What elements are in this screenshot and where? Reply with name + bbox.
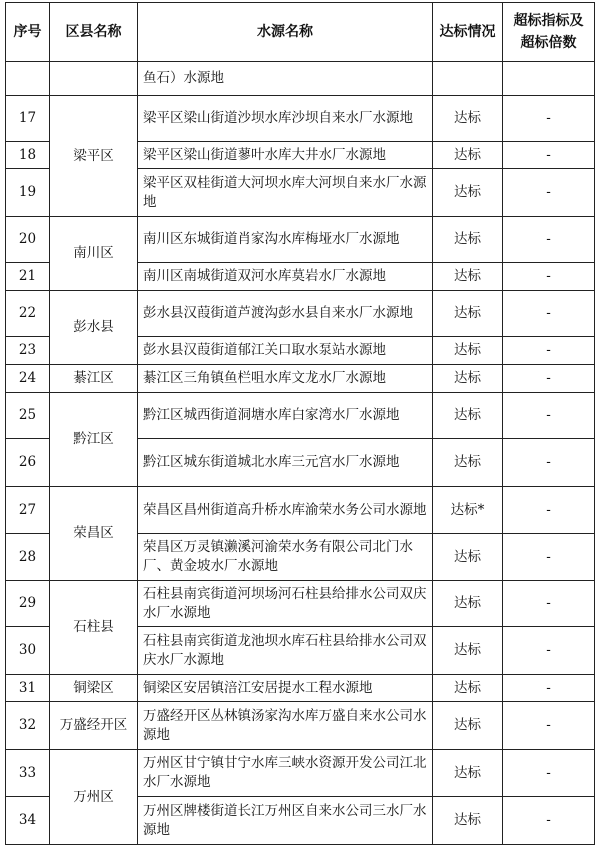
- cell-source: 梁平区梁山街道沙坝水库沙坝自来水厂水源地: [138, 96, 433, 142]
- cell-status: 达标: [433, 96, 503, 142]
- cell-status: 达标: [433, 291, 503, 337]
- cell-source: 石柱县南宾街道河坝场河石柱县给排水公司双庆水厂水源地: [138, 581, 433, 627]
- cell-status: 达标: [433, 581, 503, 627]
- cell-exceed: -: [503, 487, 595, 534]
- cell-exceed: -: [503, 217, 595, 263]
- cell-status: 达标: [433, 169, 503, 217]
- cell-source: 黔江区城西街道洞塘水库白家湾水厂水源地: [138, 393, 433, 439]
- header-exceed: 超标指标及超标倍数: [503, 3, 595, 62]
- table-row: [6, 581, 595, 627]
- cell-exceed: -: [503, 581, 595, 627]
- header-num: 序号: [6, 3, 50, 62]
- cell-source: 万州区牌楼街道长江万州区自来水公司三水厂水源地: [138, 797, 433, 845]
- cell-source: 黔江区城东街道城北水库三元宫水厂水源地: [138, 439, 433, 487]
- cell-exceed: -: [503, 627, 595, 675]
- cell-exceed: -: [503, 142, 595, 169]
- cell-num: 17: [6, 96, 50, 142]
- cell-status: 达标: [433, 797, 503, 845]
- cell-num: 28: [6, 534, 50, 581]
- cell-exceed: -: [503, 439, 595, 487]
- cell-district: 万州区: [50, 750, 138, 845]
- cell-source: 万州区甘宁镇甘宁水库三峡水资源开发公司江北水厂水源地: [138, 750, 433, 797]
- cell-exceed: -: [503, 365, 595, 393]
- cell-district: 南川区: [50, 217, 138, 291]
- cell-num: 22: [6, 291, 50, 337]
- cell-exceed: -: [503, 534, 595, 581]
- cell-status: 达标: [433, 675, 503, 702]
- cell-num: 31: [6, 675, 50, 702]
- cell-num: 26: [6, 439, 50, 487]
- cell-source: 荣昌区昌州街道高升桥水库渝荣水务公司水源地: [138, 487, 433, 534]
- cell-exceed: -: [503, 702, 595, 750]
- cell-status: 达标: [433, 750, 503, 797]
- cell-exceed: -: [503, 169, 595, 217]
- cell-district: 荣昌区: [50, 487, 138, 581]
- cell-status: 达标: [433, 439, 503, 487]
- cell-exceed: -: [503, 750, 595, 797]
- cell-exceed: -: [503, 263, 595, 291]
- cell-source: 铜梁区安居镇涪江安居提水工程水源地: [138, 675, 433, 702]
- water-source-table: [5, 2, 595, 845]
- cell-num: 34: [6, 797, 50, 845]
- cell-num: 32: [6, 702, 50, 750]
- cell-num: 19: [6, 169, 50, 217]
- cell-exceed: -: [503, 96, 595, 142]
- cell-district: 彭水县: [50, 291, 138, 365]
- cell-num: 23: [6, 337, 50, 365]
- cell-district: 石柱县: [50, 581, 138, 675]
- table-row: [6, 702, 595, 750]
- header-row: [6, 3, 595, 62]
- cell-status: 达标: [433, 337, 503, 365]
- table-row-continued: [6, 62, 595, 96]
- cell-exceed: -: [503, 337, 595, 365]
- cell-status: 达标: [433, 627, 503, 675]
- table-row: [6, 96, 595, 142]
- table-row: [6, 365, 595, 393]
- cell-exceed: [503, 62, 595, 96]
- table-row: [6, 487, 595, 534]
- cell-status: 达标*: [433, 487, 503, 534]
- cell-status: [433, 62, 503, 96]
- cell-exceed: -: [503, 291, 595, 337]
- cell-status: 达标: [433, 263, 503, 291]
- cell-source: 石柱县南宾街道龙池坝水库石柱县给排水公司双庆水厂水源地: [138, 627, 433, 675]
- cell-status: 达标: [433, 534, 503, 581]
- cell-num: [6, 62, 50, 96]
- cell-exceed: -: [503, 393, 595, 439]
- cell-num: 20: [6, 217, 50, 263]
- cell-status: 达标: [433, 393, 503, 439]
- cell-source: 梁平区梁山街道蓼叶水库大井水厂水源地: [138, 142, 433, 169]
- cell-num: 29: [6, 581, 50, 627]
- cell-source: 梁平区双桂街道大河坝水库大河坝自来水厂水源地: [138, 169, 433, 217]
- cell-source: 鱼石）水源地: [138, 62, 433, 96]
- cell-num: 33: [6, 750, 50, 797]
- cell-source: 綦江区三角镇鱼栏咀水库文龙水厂水源地: [138, 365, 433, 393]
- cell-district: 铜梁区: [50, 675, 138, 702]
- cell-source: 南川区南城街道双河水库莫岩水厂水源地: [138, 263, 433, 291]
- cell-district: 梁平区: [50, 96, 138, 217]
- cell-district: [50, 62, 138, 96]
- cell-source: 万盛经开区丛林镇汤家沟水库万盛自来水公司水源地: [138, 702, 433, 750]
- cell-district: 黔江区: [50, 393, 138, 487]
- cell-num: 24: [6, 365, 50, 393]
- table-row: [6, 750, 595, 797]
- table-row: [6, 675, 595, 702]
- cell-source: 彭水县汉葭街道芦渡沟彭水县自来水厂水源地: [138, 291, 433, 337]
- cell-district: 綦江区: [50, 365, 138, 393]
- cell-num: 18: [6, 142, 50, 169]
- table-row: [6, 393, 595, 439]
- cell-source: 荣昌区万灵镇濑溪河渝荣水务有限公司北门水厂、黄金坡水厂水源地: [138, 534, 433, 581]
- cell-num: 21: [6, 263, 50, 291]
- cell-num: 30: [6, 627, 50, 675]
- cell-source: 南川区东城街道肖家沟水库梅垭水厂水源地: [138, 217, 433, 263]
- cell-district: 万盛经开区: [50, 702, 138, 750]
- cell-exceed: -: [503, 675, 595, 702]
- cell-source: 彭水县汉葭街道郁江关口取水泵站水源地: [138, 337, 433, 365]
- cell-status: 达标: [433, 217, 503, 263]
- header-source: 水源名称: [138, 3, 433, 62]
- header-status: 达标情况: [433, 3, 503, 62]
- cell-exceed: -: [503, 797, 595, 845]
- table-row: [6, 291, 595, 337]
- table-row: [6, 217, 595, 263]
- cell-status: 达标: [433, 142, 503, 169]
- cell-num: 27: [6, 487, 50, 534]
- cell-status: 达标: [433, 702, 503, 750]
- header-district: 区县名称: [50, 3, 138, 62]
- cell-status: 达标: [433, 365, 503, 393]
- cell-num: 25: [6, 393, 50, 439]
